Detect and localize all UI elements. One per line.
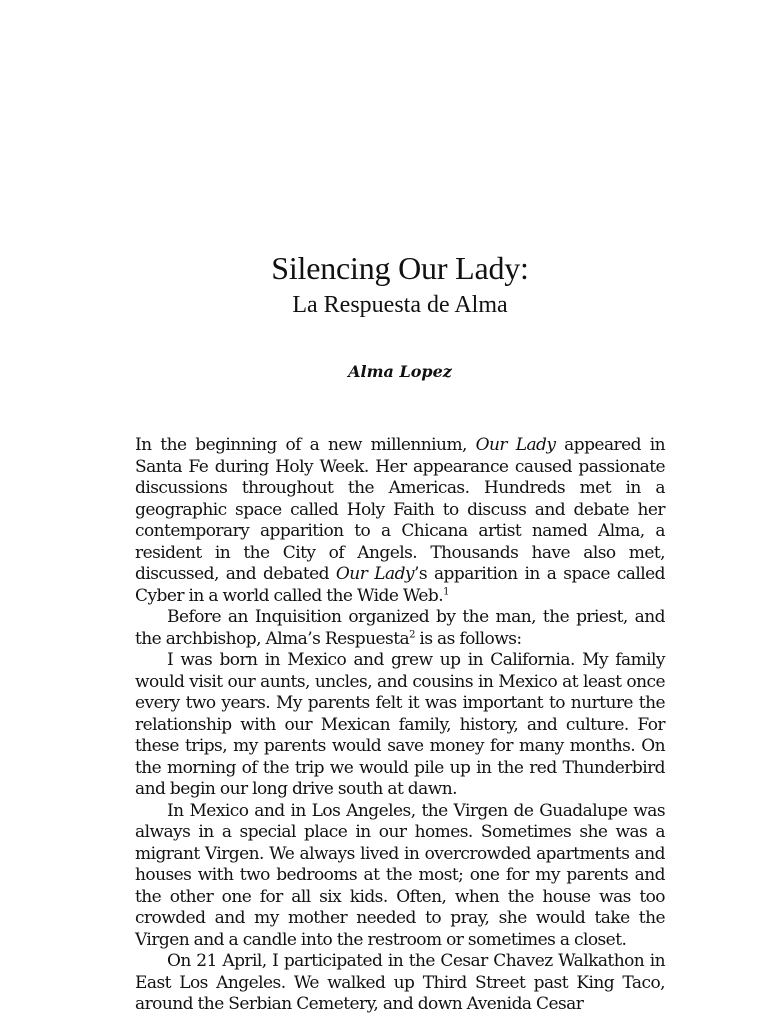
paragraph-1-italic-our-lady: Our Lady — [475, 435, 556, 455]
paragraph-1 — [135, 435, 665, 607]
paragraph-1-italic-our-lady-2: Our Lady — [335, 564, 414, 584]
paragraph-1-text-c: appeared in Santa Fe during Holy Week. Her appearance caused passionate discussions throughout the Americas. Hundreds met in a geographic space called Holy Faith to discuss and debate her contemporary apparition to a Chicana artist named Alma, a resident in the City of Angels. Thousands have also met, discussed, and debated — [135, 435, 665, 584]
article-author: Alma Lopez — [348, 362, 452, 381]
footnote-marker-2: 2 — [409, 628, 415, 640]
article-title: Silencing Our Lady: — [271, 250, 529, 286]
paragraph-3: I was born in Mexico and grew up in California. My family would visit our aunts, uncles, and cousins in Mexico at least once every two years. My parents felt it was important to nurture the relationship with our Mexican family, history, and culture. For these trips, my parents would save money for many months. On the morning of the trip we would pile up in the red Thunderbird and begin our long drive south at dawn. — [135, 650, 665, 799]
paragraph-5: On 21 April, I participated in the Cesar Chavez Walkathon in East Los Angeles. We walked up Third Street past King Taco, around the Serbian Cemetery, and down Avenida Cesar — [135, 951, 665, 1014]
paragraph-2-text-b: is as follows: — [414, 628, 522, 649]
paragraph-2-text-a: Before an Inquisition organized by the man, the priest, and the archbishop, Alma’s Respuesta — [135, 607, 665, 649]
paragraph-1-text-e: ’s apparition in a space called Cyber in a world called the Wide Web. — [135, 564, 666, 606]
paragraph-2 — [135, 607, 665, 650]
article-body — [135, 435, 665, 1016]
paragraph-1-text-a: In the beginning of a new millennium, — [135, 435, 476, 455]
article-subtitle: La Respuesta de Alma — [292, 292, 508, 318]
paragraph-4: In Mexico and in Los Angeles, the Virgen de Guadalupe was always in a special place in our homes. Sometimes she was a migrant Virgen. We always lived in overcrowded apartments and houses with two bedrooms at the most; one for my parents and the other one for all six kids. Often, when the house was too crowded and my mother needed to pray, she would take the Virgen and a candle into the restroom or sometimes a closet. — [135, 800, 665, 950]
footnote-marker-1: 1 — [443, 585, 449, 597]
